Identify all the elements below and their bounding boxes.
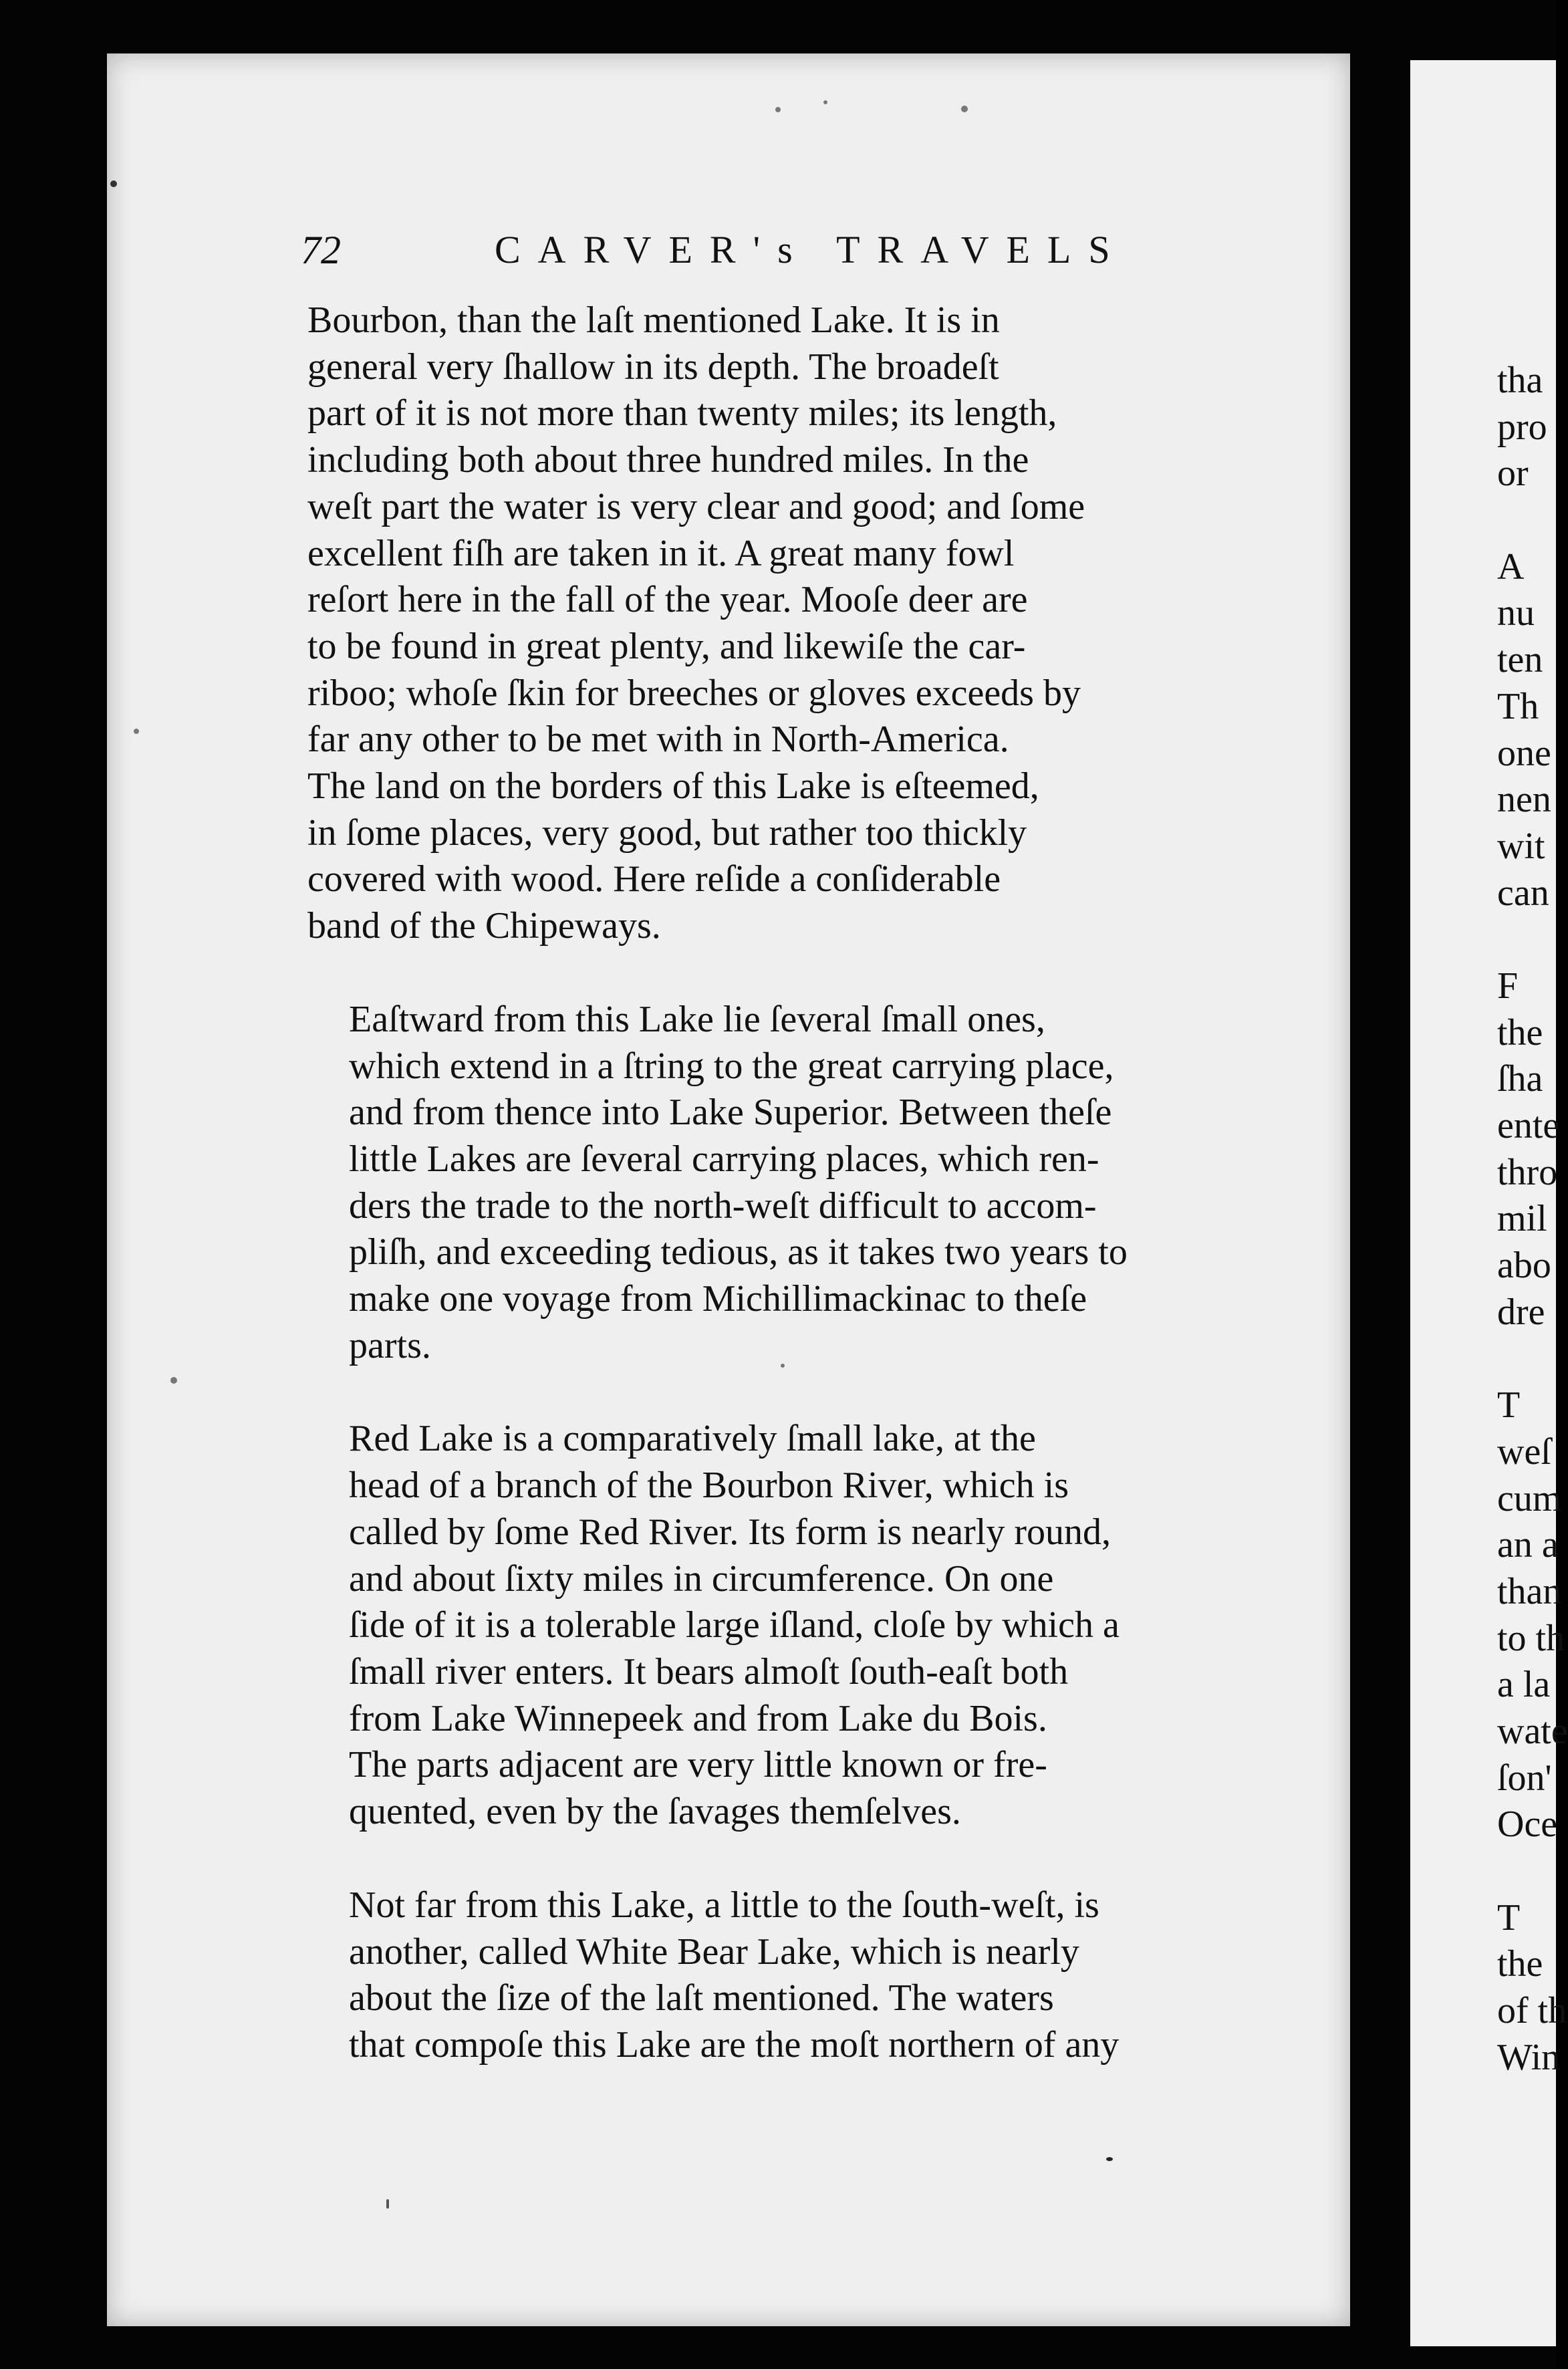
facing-page-fragment: ten bbox=[1497, 639, 1543, 681]
scan-speck bbox=[134, 729, 139, 734]
text-line: ders the trade to the north-weſt difficult to accom- bbox=[349, 1184, 1097, 1227]
facing-page bbox=[1410, 60, 1568, 2346]
facing-page-fragment: Win bbox=[1497, 2036, 1561, 2078]
text-line: The parts adjacent are very little known or fre- bbox=[349, 1744, 1047, 1786]
facing-page-fragment: wate bbox=[1497, 1710, 1568, 1752]
scan-speck bbox=[961, 106, 968, 112]
facing-page-fragment: an a bbox=[1497, 1524, 1559, 1566]
facing-page-fragment bbox=[1497, 497, 1568, 544]
facing-page-fragment: T bbox=[1497, 1384, 1521, 1426]
text-line: make one voyage from Michillimackinac to theſe bbox=[349, 1278, 1087, 1320]
text-line: head of a branch of the Bourbon River, which is bbox=[349, 1465, 1069, 1507]
text-line: parts. bbox=[349, 1324, 431, 1366]
text-line: ſmall river enters. It bears almoſt ſouth-eaſt both bbox=[349, 1650, 1069, 1693]
facing-page-fragment bbox=[1497, 916, 1568, 963]
text-line: in ſome places, very good, but rather too thickly bbox=[307, 812, 1027, 854]
text-line: general very ſhallow in its depth. The broadeſt bbox=[307, 346, 999, 388]
text-line: Red Lake is a comparatively ſmall lake, at the bbox=[349, 1418, 1036, 1460]
facing-page-fragment: to th bbox=[1497, 1617, 1565, 1659]
facing-page-fragment bbox=[1497, 1336, 1568, 1382]
facing-page-fragment: can bbox=[1497, 872, 1549, 914]
scan-speck bbox=[823, 100, 827, 104]
text-line: covered with wood. Here reſide a conſiderable bbox=[307, 858, 1001, 900]
text-line: and about ſixty miles in circumference. On one bbox=[349, 1557, 1054, 1600]
facing-page-fragment: nu bbox=[1497, 592, 1535, 634]
text-line: pliſh, and exceeding tedious, as it takes two years to bbox=[349, 1231, 1128, 1273]
facing-page-fragment: or bbox=[1497, 453, 1529, 495]
text-line: and from thence into Lake Superior. Between theſe bbox=[349, 1092, 1112, 1134]
text-line: reſort here in the fall of the year. Mooſe deer are bbox=[307, 579, 1028, 621]
paragraph bbox=[307, 1416, 1273, 1835]
page-number: 72 bbox=[301, 228, 341, 272]
text-line: which extend in a ſtring to the great carrying place, bbox=[349, 1045, 1114, 1087]
facing-page-fragment: the bbox=[1497, 1943, 1543, 1985]
text-line: far any other to be met with in North-America. bbox=[307, 719, 1009, 761]
text-line: little Lakes are ſeveral carrying places, which ren- bbox=[349, 1138, 1099, 1180]
text-line: The land on the borders of this Lake is eſteemed, bbox=[307, 765, 1039, 807]
facing-page-fragment: tha bbox=[1497, 360, 1543, 401]
paragraph bbox=[307, 1882, 1273, 2069]
text-line: band of the Chipeways. bbox=[307, 905, 661, 947]
facing-page-fragment: thro bbox=[1497, 1151, 1558, 1193]
facing-page-fragment: wit bbox=[1497, 825, 1545, 867]
facing-page-fragment: ſha bbox=[1497, 1058, 1543, 1100]
scan-speck bbox=[775, 107, 781, 112]
text-line: that compoſe this Lake are the moſt northern of any bbox=[349, 2023, 1120, 2066]
facing-page-fragment: T bbox=[1497, 1896, 1521, 1939]
facing-page-fragment: abo bbox=[1497, 1245, 1551, 1287]
facing-page-fragment: than bbox=[1497, 1570, 1562, 1612]
text-line: weſt part the water is very clear and good; and ſome bbox=[307, 485, 1085, 527]
running-head: CARVER's TRAVELS bbox=[495, 228, 1128, 271]
facing-page-fragment: dre bbox=[1497, 1291, 1545, 1333]
text-line: to be found in great plenty, and likewiſe the car- bbox=[307, 625, 1026, 667]
facing-page-fragment: mil bbox=[1497, 1198, 1547, 1240]
facing-page-fragment: a la bbox=[1497, 1664, 1551, 1706]
facing-page-fragment: pro bbox=[1497, 406, 1547, 448]
scan-speck bbox=[781, 1364, 785, 1368]
facing-page-fragment: of th bbox=[1497, 1990, 1567, 2032]
text-line: including both about three hundred miles. In the bbox=[307, 439, 1029, 481]
text-line: riboo; whoſe ſkin for breeches or gloves exceeds by bbox=[307, 672, 1081, 714]
text-line: quented, even by the ſavages themſelves. bbox=[349, 1791, 961, 1833]
scan-speck bbox=[170, 1377, 177, 1384]
facing-page-fragment: nen bbox=[1497, 779, 1551, 821]
facing-page-fragment: cum bbox=[1497, 1477, 1562, 1519]
text-line: from Lake Winnepeek and from Lake du Bois. bbox=[349, 1697, 1047, 1739]
facing-page-fragment bbox=[1497, 1848, 1568, 1895]
facing-page-fragment: the bbox=[1497, 1011, 1543, 1053]
text-line: ſide of it is a tolerable large iſland, cloſe by which a bbox=[349, 1604, 1120, 1646]
text-line: another, called White Bear Lake, which is nearly bbox=[349, 1930, 1079, 1973]
text-line: Not far from this Lake, a little to the ſouth-weſt, is bbox=[349, 1884, 1099, 1926]
page-header bbox=[301, 227, 1370, 281]
text-line: Bourbon, than the laſt mentioned Lake. It is in bbox=[307, 299, 1000, 341]
text-line: Eaſtward from this Lake lie ſeveral ſmall ones, bbox=[349, 998, 1045, 1040]
facing-page-fragment: F bbox=[1497, 965, 1519, 1007]
facing-page-fragment: Th bbox=[1497, 685, 1539, 727]
facing-page-fragment: Oce bbox=[1497, 1803, 1558, 1846]
scan-speck bbox=[386, 2199, 389, 2209]
text-line: about the ſize of the laſt mentioned. The waters bbox=[349, 1977, 1054, 2019]
paragraph bbox=[307, 997, 1273, 1370]
facing-page-fragment: ente bbox=[1497, 1105, 1560, 1146]
paragraph bbox=[307, 297, 1273, 950]
facing-page-fragment: ſon' bbox=[1497, 1757, 1552, 1799]
body-text bbox=[307, 297, 1273, 2116]
text-line: part of it is not more than twenty miles; its length, bbox=[307, 392, 1057, 434]
facing-page-text bbox=[1497, 358, 1568, 2081]
scan-speck bbox=[110, 180, 117, 187]
text-line: called by ſome Red River. Its form is nearly round, bbox=[349, 1511, 1111, 1553]
facing-page-fragment: weſ bbox=[1497, 1430, 1551, 1473]
scan-speck bbox=[1106, 2157, 1113, 2161]
facing-page-fragment: A bbox=[1497, 545, 1525, 588]
facing-page-fragment: one bbox=[1497, 732, 1551, 774]
text-line: excellent fiſh are taken in it. A great many fowl bbox=[307, 532, 1015, 574]
